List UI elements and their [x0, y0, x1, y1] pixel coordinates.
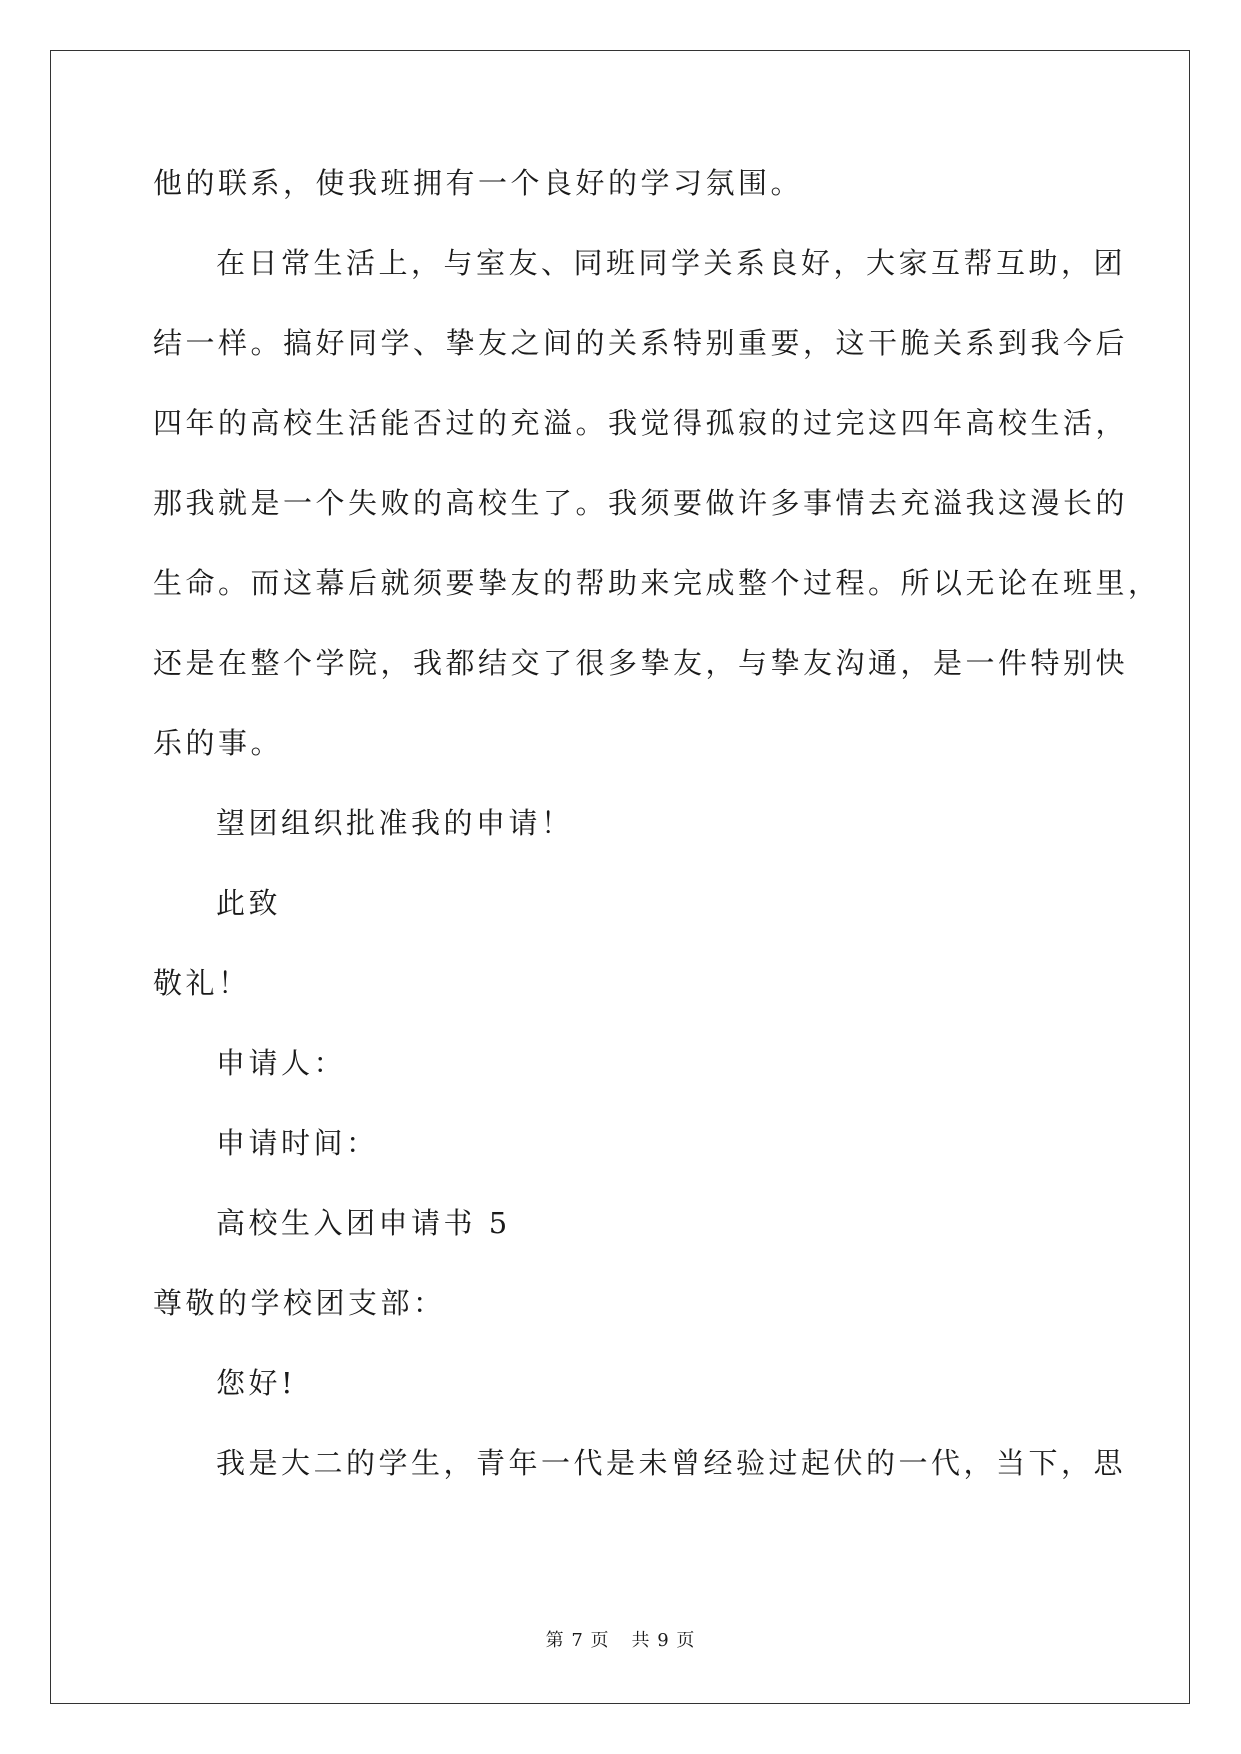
text-line-10: 此致 [216, 886, 282, 920]
text-line-2: 在日常生活上，与室友、同班同学关系良好，大家互帮互助，团 [216, 246, 1127, 280]
text-line-16: 您好! [216, 1366, 297, 1400]
text-line-1: 他的联系，使我班拥有一个良好的学习氛围。 [153, 166, 804, 200]
page-number: 第 7 页 [545, 1630, 610, 1651]
text-line-8: 乐的事。 [153, 726, 284, 760]
text-line-7: 还是在整个学院，我都结交了很多挚友，与挚友沟通，是一件特别快 [153, 646, 1129, 680]
text-line-15: 尊敬的学校团支部： [153, 1286, 446, 1320]
text-line-6: 生命。而这幕后就须要挚友的帮助来完成整个过程。所以无论在班里， [153, 566, 1161, 600]
text-line-9: 望团组织批准我的申请！ [216, 806, 574, 840]
text-line-5: 那我就是一个失败的高校生了。我须要做许多事情去充溢我这漫长的 [153, 486, 1129, 520]
text-line-11: 敬礼！ [153, 966, 251, 1000]
text-line-17: 我是大二的学生，青年一代是未曾经验过起伏的一代，当下，思 [216, 1446, 1127, 1480]
text-line-3: 结一样。搞好同学、挚友之间的关系特别重要，这干脆关系到我今后 [153, 326, 1129, 360]
document-body [153, 162, 1161, 1522]
text-line-12: 申请人： [216, 1046, 347, 1080]
text-line-13: 申请时间： [216, 1126, 379, 1160]
page-total: 共 9 页 [631, 1630, 696, 1651]
text-line-14: 高校生入团申请书 5 [216, 1206, 511, 1240]
text-line-4: 四年的高校生活能否过的充溢。我觉得孤寂的过完这四年高校生活， [153, 406, 1129, 440]
page-footer [0, 1626, 1241, 1652]
